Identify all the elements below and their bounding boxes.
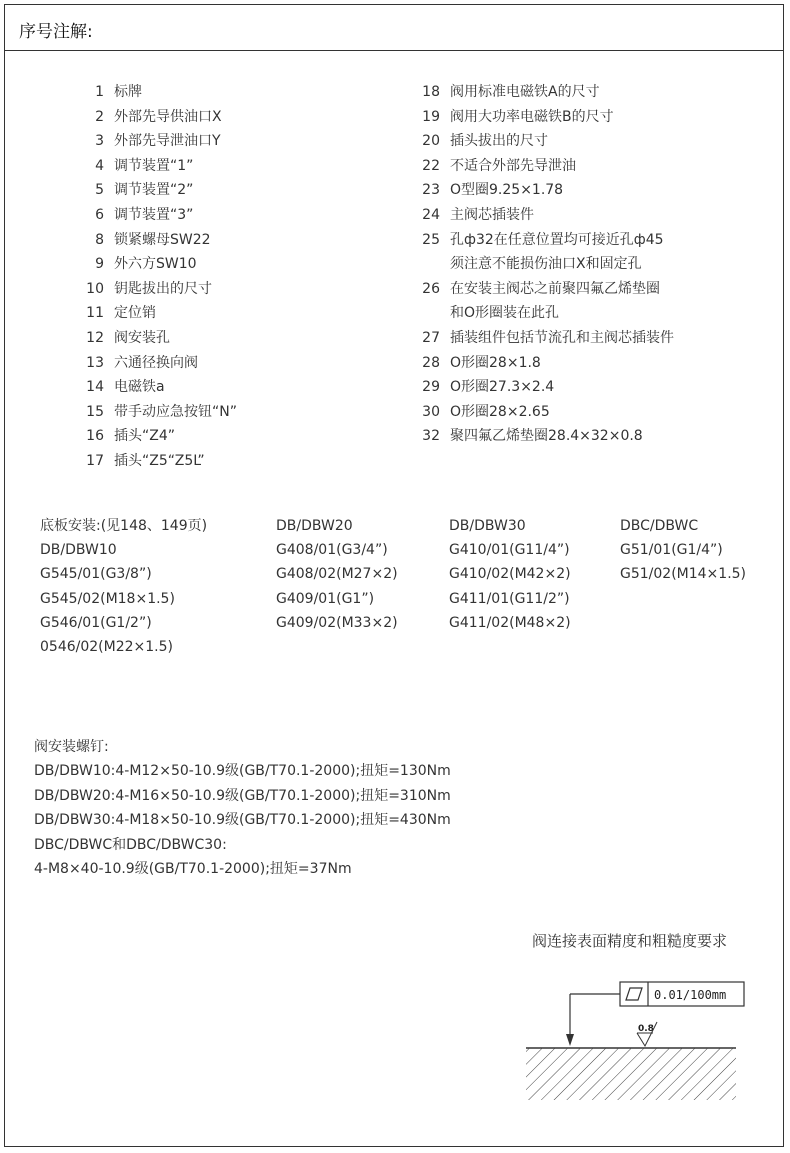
base-plate-entry: 0546/02(M22×1.5) xyxy=(40,638,173,655)
base-plate-entry: G545/01(G3/8”) xyxy=(40,566,152,583)
legend-item xyxy=(72,400,237,425)
legend-item xyxy=(408,424,674,449)
bolts-line: DB/DBW10:4-M12×50-10.9级(GB/T70.1-2000);扭矩=130Nm xyxy=(34,763,451,780)
legend-item xyxy=(408,277,674,302)
legend-number: 20 xyxy=(422,133,440,150)
base-plate-entry: G51/02(M14×1.5) xyxy=(620,566,747,583)
legend-number: 5 xyxy=(95,182,104,199)
base-plate-entry: G409/02(M33×2) xyxy=(276,614,398,631)
bolts-line: 4-M8×40-10.9级(GB/T70.1-2000);扭矩=37Nm xyxy=(34,860,352,877)
legend-text: 锁紧螺母SW22 xyxy=(114,231,211,248)
base-plate-entry: G411/01(G11/2”) xyxy=(449,590,570,607)
legend-number: 26 xyxy=(422,280,440,297)
legend-number: 1 xyxy=(95,84,104,100)
legend-item xyxy=(72,277,237,302)
legend-item xyxy=(408,400,674,425)
legend-number: 10 xyxy=(86,280,104,297)
legend-text: 插头“Z5“Z5L” xyxy=(114,452,205,469)
legend-text: 外部先导供油口X xyxy=(114,108,222,125)
base-plate-entry: G51/01(G1/4”) xyxy=(620,542,723,559)
legend-text: 插头拔出的尺寸 xyxy=(450,133,548,150)
legend-number: 13 xyxy=(86,354,104,371)
legend-number: 30 xyxy=(422,403,440,420)
hatched-surface xyxy=(526,1048,736,1100)
base-plate-heading: 底板安装:(见148、149页) xyxy=(40,518,208,534)
legend-number: 3 xyxy=(95,133,104,150)
legend-item xyxy=(408,80,674,105)
legend-item xyxy=(72,203,237,228)
legend-item xyxy=(72,375,237,400)
legend-text: 插头“Z4” xyxy=(114,428,176,445)
legend-number: 11 xyxy=(86,305,104,322)
legend-number: 2 xyxy=(95,108,104,125)
legend-number: 14 xyxy=(86,379,104,396)
base-plate-entry: G410/01(G11/4”) xyxy=(449,542,570,559)
legend-number: 22 xyxy=(422,157,440,174)
legend-item xyxy=(408,326,674,351)
legend-number: 24 xyxy=(422,206,440,223)
base-plate-entry: DB/DBW10 xyxy=(40,542,117,559)
legend-text: 电磁铁a xyxy=(114,379,165,396)
legend-text: 外六方SW10 xyxy=(114,256,197,273)
leader-arrow-icon xyxy=(566,1034,574,1046)
legend-list-right xyxy=(408,80,674,449)
legend-text: 阀用标准电磁铁A的尺寸 xyxy=(450,84,600,100)
legend-item xyxy=(72,80,237,105)
legend-item xyxy=(408,203,674,228)
legend-item xyxy=(72,326,237,351)
legend-text: 和O形圈装在此孔 xyxy=(450,305,560,322)
legend-text: 孔ф32在任意位置均可接近孔ф45 xyxy=(450,231,664,248)
legend-number: 27 xyxy=(422,329,440,346)
legend-item xyxy=(408,105,674,130)
surface-sketch xyxy=(520,930,770,1110)
legend-text: 钥匙拔出的尺寸 xyxy=(114,280,212,297)
base-plate-column-1 xyxy=(40,514,207,659)
base-plate-entry: G409/01(G1”) xyxy=(276,590,375,607)
valve-bolts-section xyxy=(34,735,451,881)
legend-list-left xyxy=(72,80,237,474)
legend-text: 标牌 xyxy=(114,84,142,100)
legend-item xyxy=(408,351,674,376)
legend-text: 阀用大功率电磁铁B的尺寸 xyxy=(450,108,614,125)
legend-item xyxy=(72,252,237,277)
legend-text: O型圈9.25×1.78 xyxy=(450,182,564,199)
legend-number: 9 xyxy=(95,256,104,273)
base-plate-column-3 xyxy=(449,514,571,635)
legend-number: 18 xyxy=(422,84,440,100)
legend-text: O形圈28×2.65 xyxy=(450,403,550,420)
base-plate-column-4 xyxy=(620,514,746,587)
legend-text: 调节装置“1” xyxy=(114,157,194,174)
legend-text: 定位销 xyxy=(114,305,156,322)
header-bar xyxy=(5,5,783,51)
base-plate-heading: DB/DBW20 xyxy=(276,518,353,534)
base-plate-heading: DB/DBW30 xyxy=(449,518,526,534)
legend-text: 在安装主阀芯之前聚四氟乙烯垫圈 xyxy=(450,280,660,297)
flatness-value: 0.01/100mm xyxy=(654,988,727,1002)
legend-text: O形圈28×1.8 xyxy=(450,354,541,371)
legend-item xyxy=(72,449,237,474)
bolts-line: DB/DBW20:4-M16×50-10.9级(GB/T70.1-2000);扭矩=310Nm xyxy=(34,787,451,804)
legend-item xyxy=(72,424,237,449)
base-plate-entry: G408/02(M27×2) xyxy=(276,566,398,583)
page-title: 序号注解: xyxy=(19,22,93,42)
legend-item xyxy=(72,129,237,154)
legend-item xyxy=(72,351,237,376)
legend-text: 六通径换向阀 xyxy=(114,354,198,371)
legend-number: 6 xyxy=(95,206,104,223)
legend-item xyxy=(408,228,674,253)
legend-item xyxy=(72,105,237,130)
bolts-line: DBC/DBWC和DBC/DBWC30: xyxy=(34,836,227,853)
legend-number: 16 xyxy=(86,428,104,445)
legend-item xyxy=(408,154,674,179)
legend-text: 带手动应急按钮“N” xyxy=(114,403,237,420)
legend-text: 阀安装孔 xyxy=(114,329,170,346)
base-plate-entry: G408/01(G3/4”) xyxy=(276,542,388,559)
legend-item xyxy=(72,228,237,253)
legend-text: 不适合外部先导泄油 xyxy=(450,157,576,174)
legend-text: 外部先导泄油口Y xyxy=(114,133,221,150)
drawing-title: 阀连接表面精度和粗糙度要求 xyxy=(532,932,728,950)
legend-item xyxy=(408,129,674,154)
legend-item xyxy=(408,252,674,277)
legend-number: 32 xyxy=(422,428,440,445)
surface-requirement-drawing xyxy=(520,930,770,1110)
legend-item xyxy=(72,154,237,179)
legend-number: 12 xyxy=(86,329,104,346)
legend-text: 调节装置“2” xyxy=(114,182,194,199)
legend-number: 28 xyxy=(422,354,440,371)
legend-number: 19 xyxy=(422,108,440,125)
legend-text: O形圈27.3×2.4 xyxy=(450,379,555,396)
base-plate-entry: G411/02(M48×2) xyxy=(449,614,571,631)
legend-item xyxy=(408,178,674,203)
base-plate-heading: DBC/DBWC xyxy=(620,518,699,534)
base-plate-entry: G410/02(M42×2) xyxy=(449,566,571,583)
legend-number: 23 xyxy=(422,182,440,199)
legend-item xyxy=(72,178,237,203)
legend-number: 25 xyxy=(422,231,440,248)
legend-number: 15 xyxy=(86,403,104,420)
legend-text: 主阀芯插装件 xyxy=(450,206,534,223)
legend-number: 4 xyxy=(95,157,104,174)
base-plate-entry: G546/01(G1/2”) xyxy=(40,614,152,631)
legend-number: 17 xyxy=(86,452,104,469)
legend-item xyxy=(408,375,674,400)
base-plate-entry: G545/02(M18×1.5) xyxy=(40,590,175,607)
legend-text: 插装组件包括节流孔和主阀芯插装件 xyxy=(450,329,674,346)
bolts-title: 阀安装螺钉: xyxy=(34,739,109,755)
legend-number: 8 xyxy=(95,231,104,248)
legend-text: 须注意不能损伤油口X和固定孔 xyxy=(450,256,642,273)
legend-text: 调节装置“3” xyxy=(114,206,194,223)
base-plate-column-2 xyxy=(276,514,398,635)
legend-item xyxy=(408,301,674,326)
legend-item xyxy=(72,301,237,326)
legend-number: 29 xyxy=(422,379,440,396)
roughness-value: 0.8 xyxy=(638,1024,654,1034)
legend-text: 聚四氟乙烯垫圈28.4×32×0.8 xyxy=(450,428,643,445)
bolts-line: DB/DBW30:4-M18×50-10.9级(GB/T70.1-2000);扭矩=430Nm xyxy=(34,812,451,829)
